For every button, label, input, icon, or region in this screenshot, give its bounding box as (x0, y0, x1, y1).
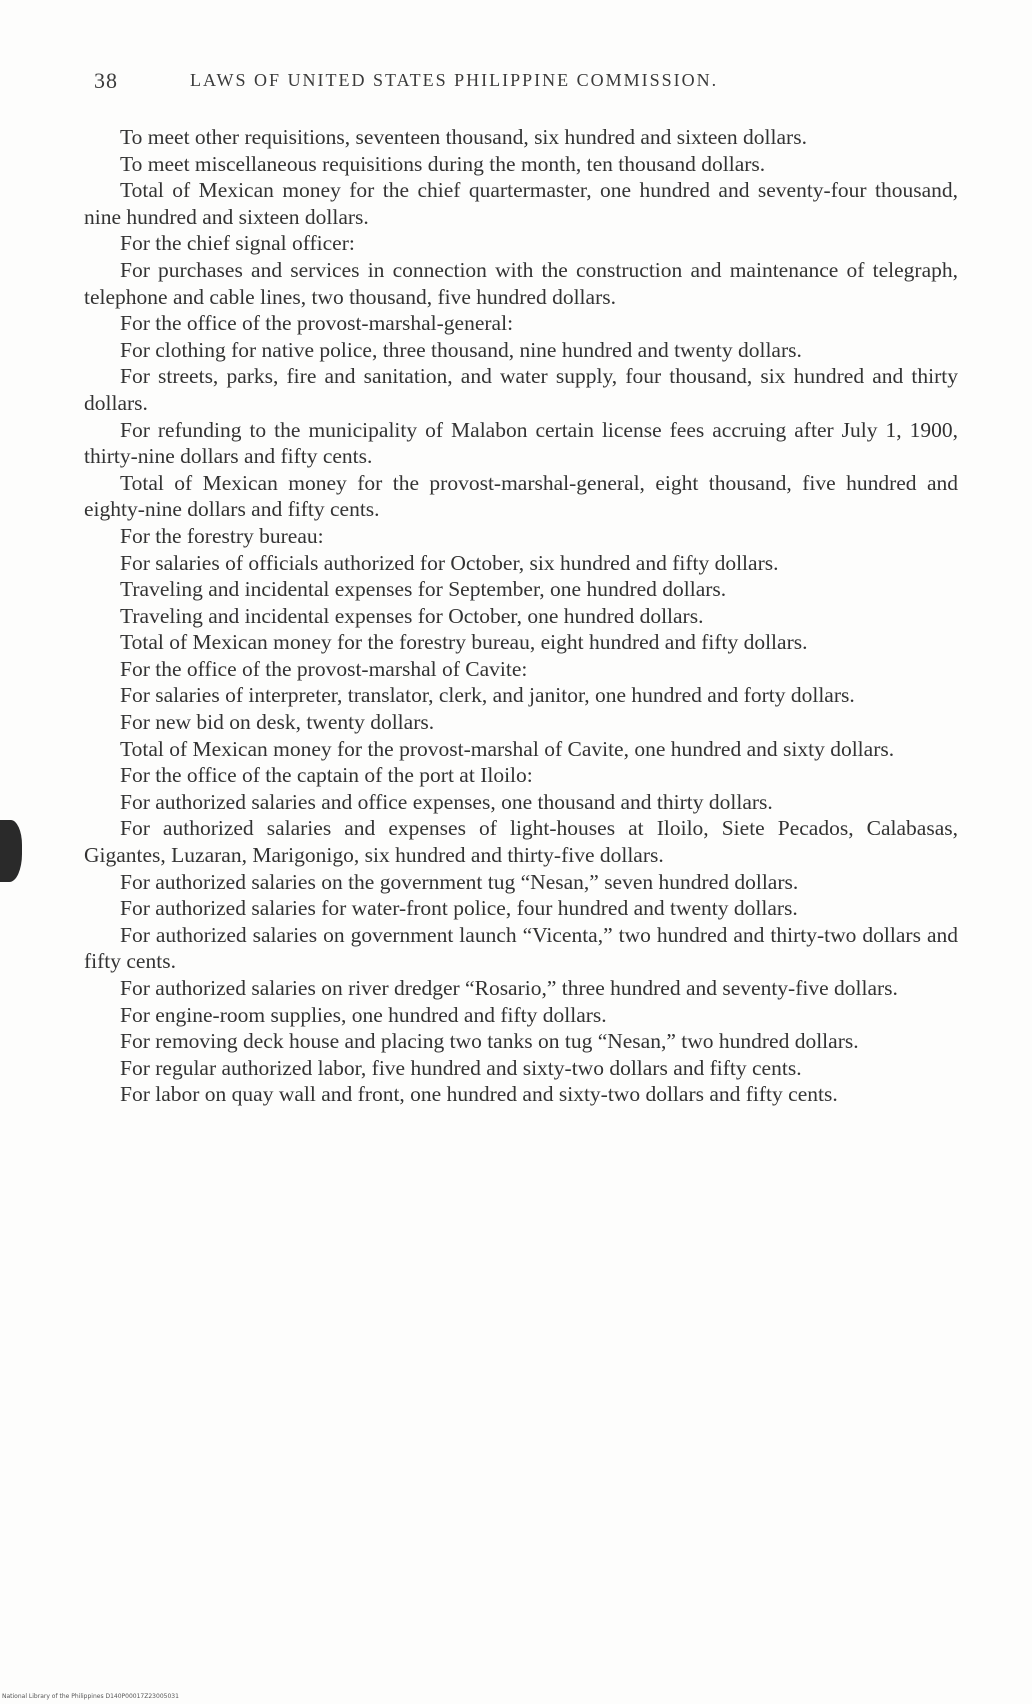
paragraph: For refunding to the municipality of Malabon certain license fees accruing after July 1, 1900, thirty-nine dollars and fifty cents. (84, 417, 958, 469)
paragraph: Total of Mexican money for the forestry bureau, eight hundred and fifty dollars. (120, 630, 808, 655)
paragraph: For salaries of officials authorized for October, six hundred and fifty dollars. (120, 550, 779, 575)
scan-footer-note: National Library of the Philippines D140P00017Z23005031 (2, 1693, 179, 1700)
paragraph: For regular authorized labor, five hundred and sixty-two dollars and fifty cents. (120, 1055, 802, 1080)
section-heading: For the office of the provost-marshal-general: (120, 311, 514, 336)
section-heading: For the office of the captain of the port at Iloilo: (120, 763, 533, 788)
section-heading: For the office of the provost-marshal of Cavite: (120, 656, 528, 681)
paragraph: For authorized salaries and office expenses, one thousand and thirty dollars. (120, 789, 773, 814)
page-header (94, 68, 874, 98)
paragraph: For authorized salaries and expenses of light-houses at Iloilo, Siete Pecados, Calabasas, Gigantes, Luzaran, Marigonigo, six hundred and thirty-five dollars. (84, 816, 958, 868)
paragraph: Total of Mexican money for the provost-marshal-general, eight thousand, five hundred and eighty-nine dollars and fifty cents. (84, 470, 958, 522)
paragraph: For purchases and services in connection with the construction and maintenance of telegraph, telephone and cable lines, two thousand, five hundred dollars. (84, 257, 958, 309)
paragraph: For authorized salaries on the government tug “Nesan,” seven hundred dollars. (120, 869, 799, 894)
body-text (84, 124, 958, 1108)
paragraph: Total of Mexican money for the provost-marshal of Cavite, one hundred and sixty dollars. (120, 736, 895, 761)
running-head: LAWS OF UNITED STATES PHILIPPINE COMMISSION. (190, 70, 719, 90)
paragraph: For clothing for native police, three thousand, nine hundred and twenty dollars. (120, 337, 802, 362)
paragraph: Total of Mexican money for the chief quartermaster, one hundred and seventy-four thousand, nine hundred and sixteen dollars. (84, 178, 958, 229)
page-number: 38 (94, 68, 118, 93)
paragraph: To meet miscellaneous requisitions during the month, ten thousand dollars. (120, 151, 766, 176)
paragraph: For new bid on desk, twenty dollars. (120, 710, 435, 735)
paragraph: Traveling and incidental expenses for September, one hundred dollars. (120, 577, 727, 602)
section-heading: For the chief signal officer: (120, 231, 355, 256)
paragraph: For authorized salaries on river dredger “Rosario,” three hundred and seventy-five dollars. (120, 976, 898, 1000)
paragraph: For removing deck house and placing two tanks on tug “Nesan,” two hundred dollars. (120, 1029, 859, 1054)
section-heading: For the forestry bureau: (120, 523, 324, 548)
paragraph: For salaries of interpreter, translator, clerk, and janitor, one hundred and forty dollars. (120, 683, 855, 708)
paragraph: Traveling and incidental expenses for October, one hundred dollars. (120, 603, 704, 628)
paragraph: For authorized salaries for water-front police, four hundred and twenty dollars. (120, 896, 798, 921)
paragraph: For engine-room supplies, one hundred and fifty dollars. (120, 1002, 607, 1027)
paragraph: For labor on quay wall and front, one hundred and sixty-two dollars and fifty cents. (120, 1082, 838, 1107)
scan-edge-mark (0, 820, 22, 882)
paragraph: To meet other requisitions, seventeen thousand, six hundred and sixteen dollars. (120, 125, 807, 149)
paragraph: For authorized salaries on government launch “Vicenta,” two hundred and thirty-two dollars and fifty cents. (84, 922, 958, 974)
paragraph: For streets, parks, fire and sanitation, and water supply, four thousand, six hundred and thirty dollars. (84, 364, 958, 415)
